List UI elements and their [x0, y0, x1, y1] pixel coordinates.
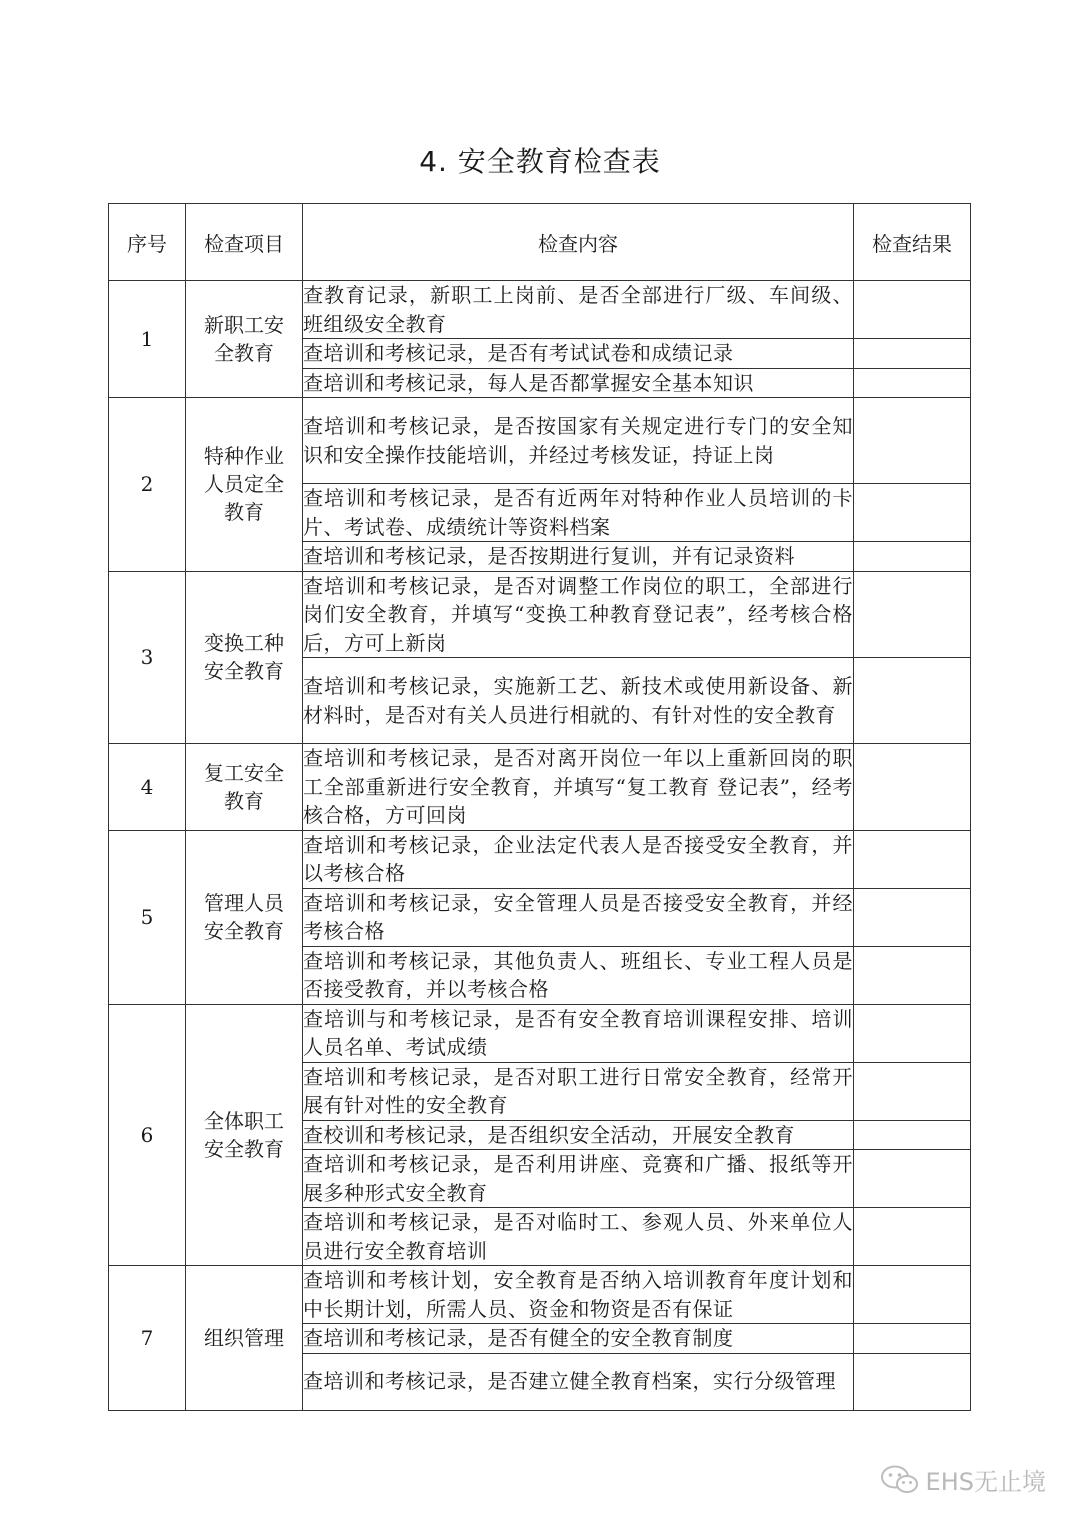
check-result-cell[interactable]: [854, 1266, 971, 1324]
check-result-cell[interactable]: [854, 542, 971, 572]
section-number: 6: [109, 1004, 186, 1266]
section-number: 3: [109, 571, 186, 744]
check-result-cell[interactable]: [854, 658, 971, 744]
section-number: 4: [109, 744, 186, 831]
check-result-cell[interactable]: [854, 744, 971, 831]
check-item: 全体职工 安全教育: [186, 1004, 303, 1266]
check-result-cell[interactable]: [854, 484, 971, 542]
table-row: [109, 571, 971, 658]
table-header-row: [109, 204, 971, 281]
check-result-cell[interactable]: [854, 339, 971, 369]
section-number: 5: [109, 830, 186, 1004]
check-content: 查培训和考核记录，是否有近两年对特种作业人员培训的卡片、考试卷、成绩统计等资料档案: [303, 484, 854, 542]
header-result: 检查结果: [854, 204, 971, 281]
wechat-icon: [880, 1465, 920, 1495]
check-content: 查培训和考核记录，是否对调整工作岗位的职工，全部进行岗们安全教育，并填写“变换工种教育登记表”，经考核合格后，方可上新岗: [303, 571, 854, 658]
check-item: 组织管理: [186, 1266, 303, 1411]
check-content: 查教育记录，新职工上岗前、是否全部进行厂级、车间级、班组级安全教育: [303, 281, 854, 339]
safety-education-checklist-table: [108, 203, 971, 1411]
check-result-cell[interactable]: [854, 398, 971, 484]
check-item: 复工安全 教育: [186, 744, 303, 831]
check-result-cell[interactable]: [854, 1004, 971, 1062]
check-result-cell[interactable]: [854, 571, 971, 658]
check-item: 新职工安 全教育: [186, 281, 303, 398]
check-content: 查培训和考核记录，其他负责人、班组长、专业工程人员是否接受教育，并以考核合格: [303, 946, 854, 1004]
header-item: 检查项目: [186, 204, 303, 281]
check-content: 查培训和考核记录，是否对临时工、参观人员、外来单位人员进行安全教育培训: [303, 1208, 854, 1266]
check-content: 查培训和考核记录，是否按期进行复训，并有记录资料: [303, 542, 854, 572]
check-result-cell[interactable]: [854, 830, 971, 888]
check-result-cell[interactable]: [854, 368, 971, 398]
check-content: 查培训和考核记录，实施新工艺、新技术或使用新设备、新材料时，是否对有关人员进行相就的、有针对性的安全教育: [303, 658, 854, 744]
check-content: 查培训和考核记录，企业法定代表人是否接受安全教育，并以考核合格: [303, 830, 854, 888]
check-result-cell[interactable]: [854, 1062, 971, 1120]
check-content: 查培训和考核记录，每人是否都掌握安全基本知识: [303, 368, 854, 398]
check-content: 查培训和考核记录，是否按国家有关规定进行专门的安全知识和安全操作技能培训，并经过考核发证，持证上岗: [303, 398, 854, 484]
section-number: 7: [109, 1266, 186, 1411]
check-item: 变换工种 安全教育: [186, 571, 303, 744]
check-result-cell[interactable]: [854, 1353, 971, 1410]
table-row: [109, 1266, 971, 1324]
table-row: [109, 398, 971, 484]
check-content: 查校训和考核记录，是否组织安全活动，开展安全教育: [303, 1120, 854, 1150]
table-row: [109, 830, 971, 888]
check-content: 查培训和考核记录，是否利用讲座、竞赛和广播、报纸等开展多种形式安全教育: [303, 1150, 854, 1208]
check-result-cell[interactable]: [854, 1324, 971, 1354]
header-num: 序号: [109, 204, 186, 281]
check-result-cell[interactable]: [854, 946, 971, 1004]
table-body: [109, 281, 971, 1411]
table-row: [109, 744, 971, 831]
check-result-cell[interactable]: [854, 281, 971, 339]
check-content: 查培训和考核记录，是否对离开岗位一年以上重新回岗的职工全部重新进行安全教育，并填写“复工教育 登记表”，经考核合格，方可回岗: [303, 744, 854, 831]
watermark-text: EHS无止境: [925, 1468, 1046, 1496]
check-result-cell[interactable]: [854, 1150, 971, 1208]
check-item: 特种作业 人员定全 教育: [186, 398, 303, 572]
table-row: [109, 1004, 971, 1062]
check-result-cell[interactable]: [854, 1120, 971, 1150]
watermark: [880, 1462, 1046, 1497]
check-content: 查培训和考核计划，安全教育是否纳入培训教育年度计划和中长期计划，所需人员、资金和物资是否有保证: [303, 1266, 854, 1324]
check-content: 查培训和考核记录，是否对职工进行日常安全教育，经常开展有针对性的安全教育: [303, 1062, 854, 1120]
check-content: 查培训和考核记录，是否建立健全教育档案，实行分级管理: [303, 1353, 854, 1410]
check-result-cell[interactable]: [854, 888, 971, 946]
table-row: [109, 281, 971, 339]
section-number: 2: [109, 398, 186, 572]
check-content: 查培训和考核记录，是否有考试试卷和成绩记录: [303, 339, 854, 369]
check-content: 查培训和考核记录，是否有健全的安全教育制度: [303, 1324, 854, 1354]
page-title: 4. 安全教育检查表: [419, 145, 661, 178]
check-content: 查培训和考核记录，安全管理人员是否接受安全教育，并经考核合格: [303, 888, 854, 946]
header-content: 检查内容: [303, 204, 854, 281]
check-content: 查培训与和考核记录，是否有安全教育培训课程安排、培训人员名单、考试成绩: [303, 1004, 854, 1062]
check-result-cell[interactable]: [854, 1208, 971, 1266]
section-number: 1: [109, 281, 186, 398]
check-item: 管理人员 安全教育: [186, 830, 303, 1004]
